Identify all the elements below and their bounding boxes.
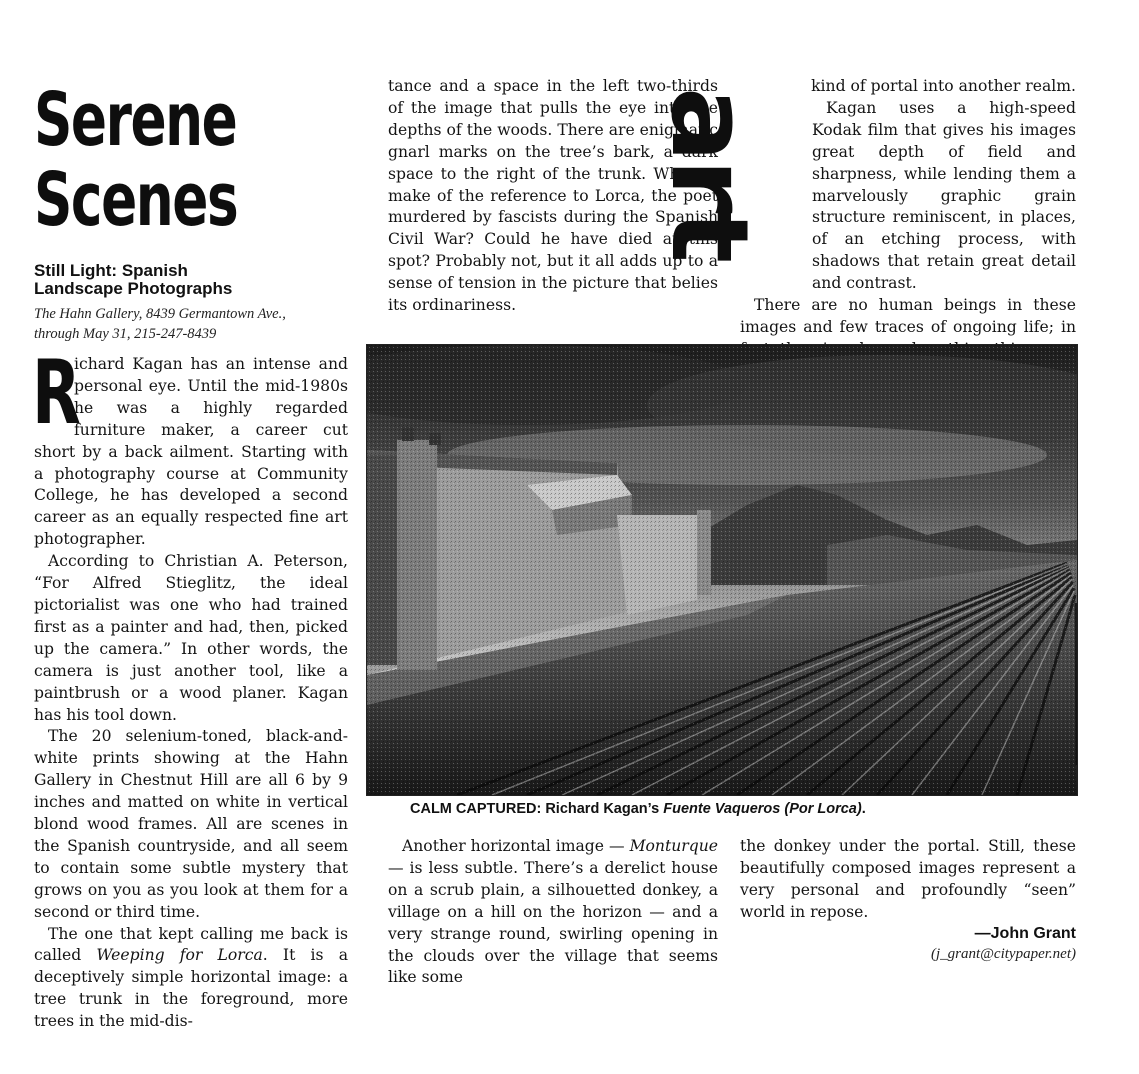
paragraph-6: kind of portal into another realm. — [811, 77, 1076, 95]
paragraph-4: The one that kept calling me back is called Weeping for Lorca. It is a deceptively simple horizontal image: a tree trunk in the foreground, more trees in the mid-dis- — [34, 924, 348, 1031]
venue-info — [34, 304, 354, 344]
headline-line-2: Scenes — [34, 157, 238, 243]
photo-caption: CALM CAPTURED: Richard Kagan’s Fuente Vaqueros (Por Lorca). — [410, 801, 866, 817]
exhibit-subtitle — [34, 262, 334, 298]
section-tag-label: art — [647, 86, 771, 260]
paragraph-1: R ichard Kagan has an intense and personal eye. Until the mid-1980s he was a highly regarded furniture maker, a career cut short by a back ailment. Starting with a photography course at Community College, he has developed a second career as an equally respected fine art photographer. — [32, 341, 348, 549]
photograph-graphic — [367, 345, 1077, 795]
byline: —John Grant — [974, 925, 1076, 942]
landscape-photograph — [366, 344, 1078, 796]
caption-work-title: Fuente Vaqueros (Por Lorca) — [663, 801, 862, 817]
venue-line-2: through May 31, 215-247-8439 — [34, 326, 217, 342]
paragraph-7: Kagan uses a high-speed Kodak film that gives his images great depth of field and sharpness, while lending them a marvelously graphic grain structure reminiscent, in places, of an etching process, with shadows that retain great detail and contrast. — [812, 98, 1076, 293]
column-1 — [32, 341, 348, 1033]
paragraph-8: There are no human beings in these images and few traces of ongoing life; in — [740, 296, 1076, 336]
column-2-bottom — [388, 836, 718, 989]
subtitle-line-1: Still Light: Spanish — [34, 261, 188, 280]
paragraph-2: According to Christian A. Peterson, “For Alfred Stieglitz, the ideal pictorialist was one who had trained first as a painter and had, then, picked up the camera.” In other words, the camera is just another tool, like a paintbrush or a wood planer. Kagan has his tool down. — [34, 552, 348, 724]
work-title-weeping: Weeping for Lorca — [96, 946, 263, 965]
column-3-bottom — [740, 836, 1076, 924]
subtitle-line-2: Landscape Photographs — [34, 279, 233, 298]
author-email: (j_grant@citypaper.net) — [930, 946, 1076, 962]
column-3-top — [740, 76, 1076, 361]
paragraph-10: the donkey under the portal. Still, these beautifully composed images represent a very personal and profoundly “seen” world in repose. — [740, 837, 1076, 921]
drop-cap: R — [32, 341, 81, 444]
paragraph-9: Another horizontal image — Monturque — is less subtle. There’s a derelict house on a scrub plain, a silhouetted donkey, a village on a hill on the horizon — and a very strange round, swirling opening in the clouds over the village that seems like some — [388, 837, 718, 987]
work-title-monturque: Monturque — [629, 837, 718, 855]
paragraph-3: The 20 selenium-toned, black-and-white prints showing at the Hahn Gallery in Chestnut Hill are all 6 by 9 inches and matted on white in vertical blond wood frames. All are scenes in the Spanish countryside, and all seem to contain some subtle mystery that grows on you as you look at them for a second or third time. — [34, 727, 348, 921]
paragraph-5: tance and a space in the left two-thirds of the image that pulls the eye into the depths of the woods. There are enigmatic gnarl marks on the tree’s bark, a dark space to the right of the trunk. What to make of the reference to Lorca, the poet murdered by fascists during the Spanish Civil War? Could he have died at this spot? Probably not, but it all adds up to a sense of tension in the picture that belies its ordinariness. — [388, 77, 718, 315]
venue-line-1: The Hahn Gallery, 8439 Germantown Ave., — [34, 306, 286, 322]
headline-line-1: Serene — [34, 77, 237, 163]
headline — [34, 77, 238, 250]
